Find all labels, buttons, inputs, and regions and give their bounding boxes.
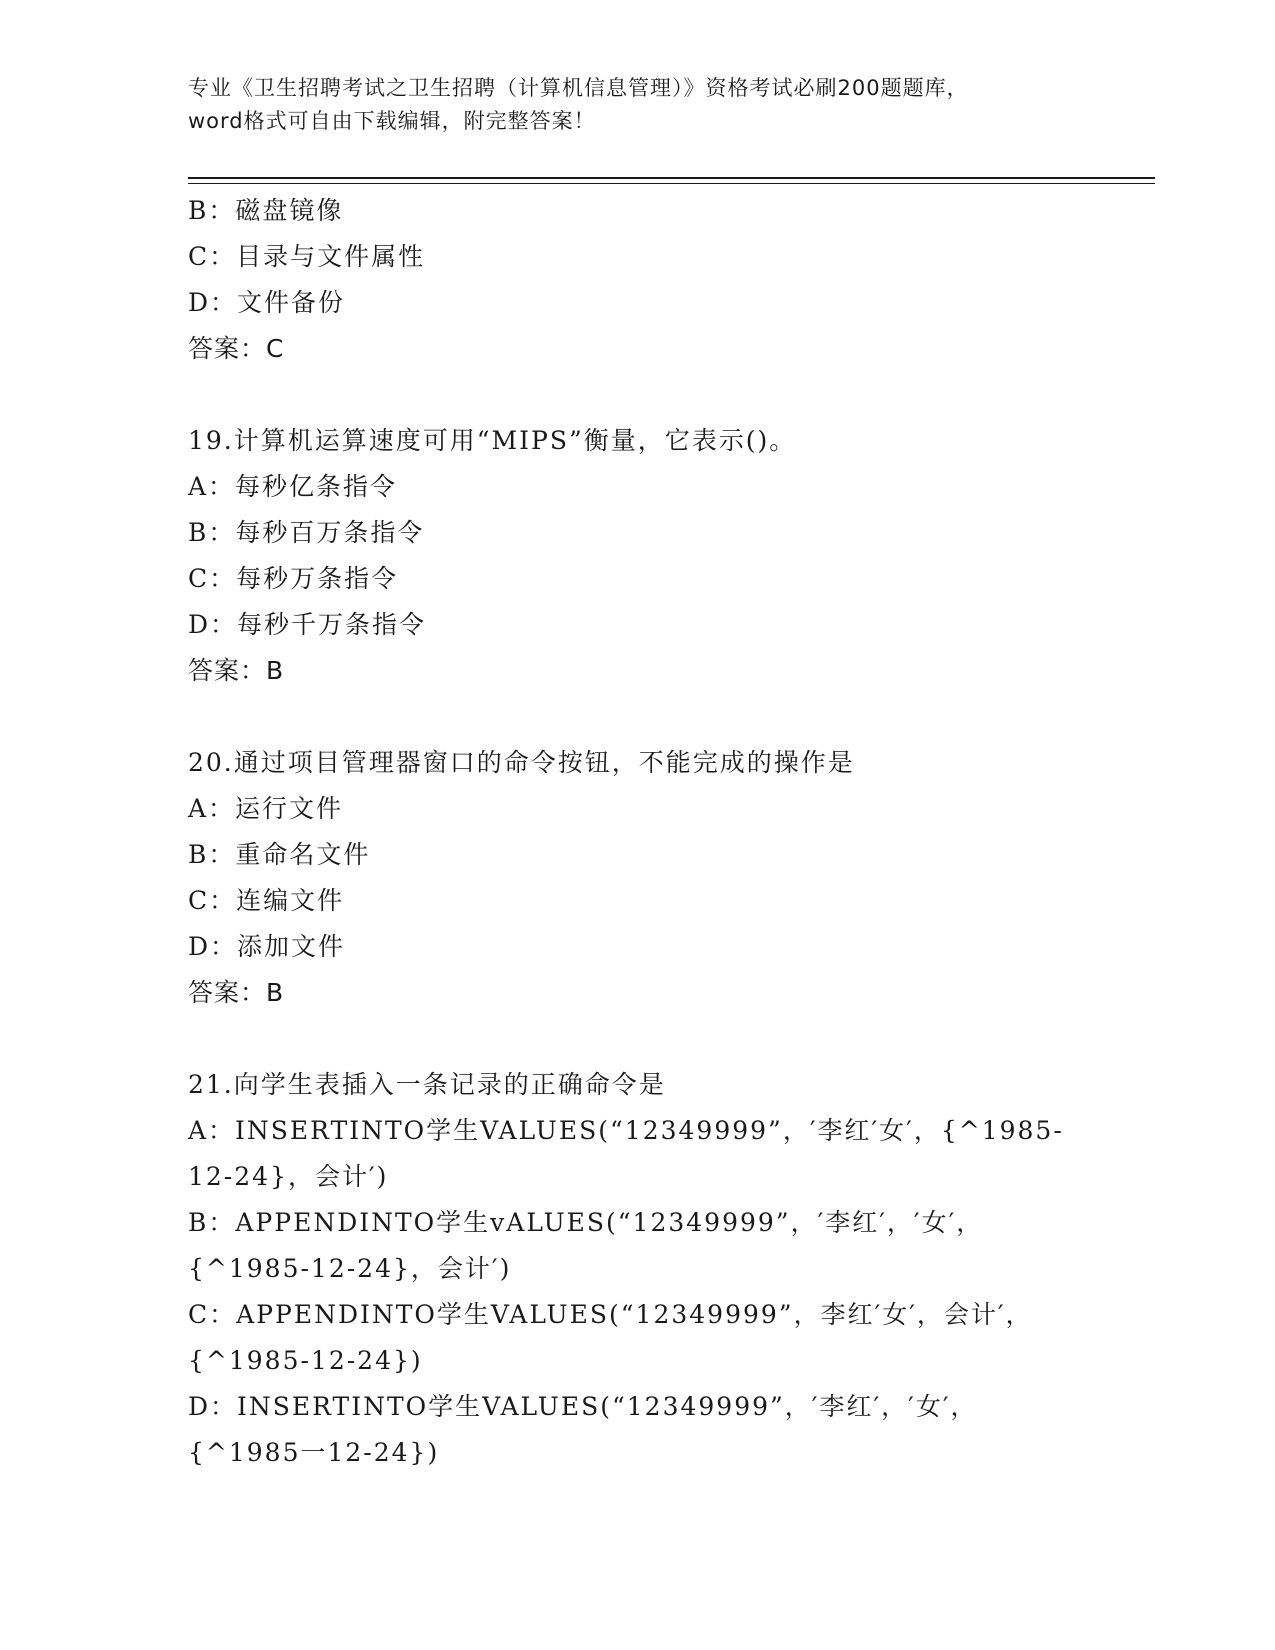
question-20 (188, 740, 1088, 1016)
header-line-1: 专业《卫生招聘考试之卫生招聘（计算机信息管理）》资格考试必刷200题题库， (188, 76, 969, 100)
q20-answer: 答案：B (188, 978, 285, 1007)
q19-option-c: C：每秒万条指令 (188, 564, 399, 593)
q21-option-c-line-1: C：APPENDINTO学生VALUES(“12349999”，李红′女′，会计′， (188, 1300, 1033, 1329)
q21-option-d-line-2: {^1985一12-24}) (188, 1438, 440, 1467)
q20-option-c: C：连编文件 (188, 886, 345, 915)
q19-option-a: A：每秒亿条指令 (188, 472, 398, 501)
header-divider-thick (188, 177, 1155, 179)
question-21 (188, 1062, 1088, 1476)
q19-answer: 答案：B (188, 656, 285, 685)
q21-option-a-line-2: 12-24}，会计′) (188, 1162, 389, 1191)
q19-option-d: D：每秒千万条指令 (188, 610, 427, 639)
q20-option-a: A：运行文件 (188, 794, 344, 823)
q21-question: 21.向学生表插入一条记录的正确命令是 (188, 1070, 666, 1099)
q19-question: 19.计算机运算速度可用“MIPS”衡量，它表示()。 (188, 426, 797, 455)
q18-option-d: D：文件备份 (188, 288, 346, 317)
question-19 (188, 418, 1088, 694)
q21-option-c-line-2: {^1985-12-24}) (188, 1346, 423, 1375)
spacer (188, 372, 1088, 418)
q18-option-b: B：磁盘镜像 (188, 196, 344, 225)
q18-answer: 答案：C (188, 334, 285, 363)
q20-option-b: B：重命名文件 (188, 840, 371, 869)
q21-option-b-line-2: {^1985-12-24}，会计′) (188, 1254, 512, 1283)
q21-option-d-line-1: D：INSERTINTO学生VALUES(“12349999”，′李红′，′女′， (188, 1392, 978, 1421)
q18-option-c: C：目录与文件属性 (188, 242, 426, 271)
page-header (188, 72, 1088, 138)
q20-option-d: D：添加文件 (188, 932, 346, 961)
q19-option-b: B：每秒百万条指令 (188, 518, 425, 547)
header-divider-thin (188, 183, 1155, 184)
header-line-2: word格式可自由下载编辑，附完整答案！ (188, 109, 596, 133)
question-18 (188, 188, 1088, 372)
q21-option-b-line-1: B：APPENDINTO学生vALUES(“12349999”，′李红′，′女′， (188, 1208, 984, 1237)
q21-option-a-line-1: A：INSERTINTO学生VALUES(“12349999”，′李红′女′，{^1985- (188, 1116, 1064, 1145)
question-list (188, 188, 1088, 1476)
spacer (188, 694, 1088, 740)
q20-question: 20.通过项目管理器窗口的命令按钮，不能完成的操作是 (188, 748, 855, 777)
spacer (188, 1016, 1088, 1062)
